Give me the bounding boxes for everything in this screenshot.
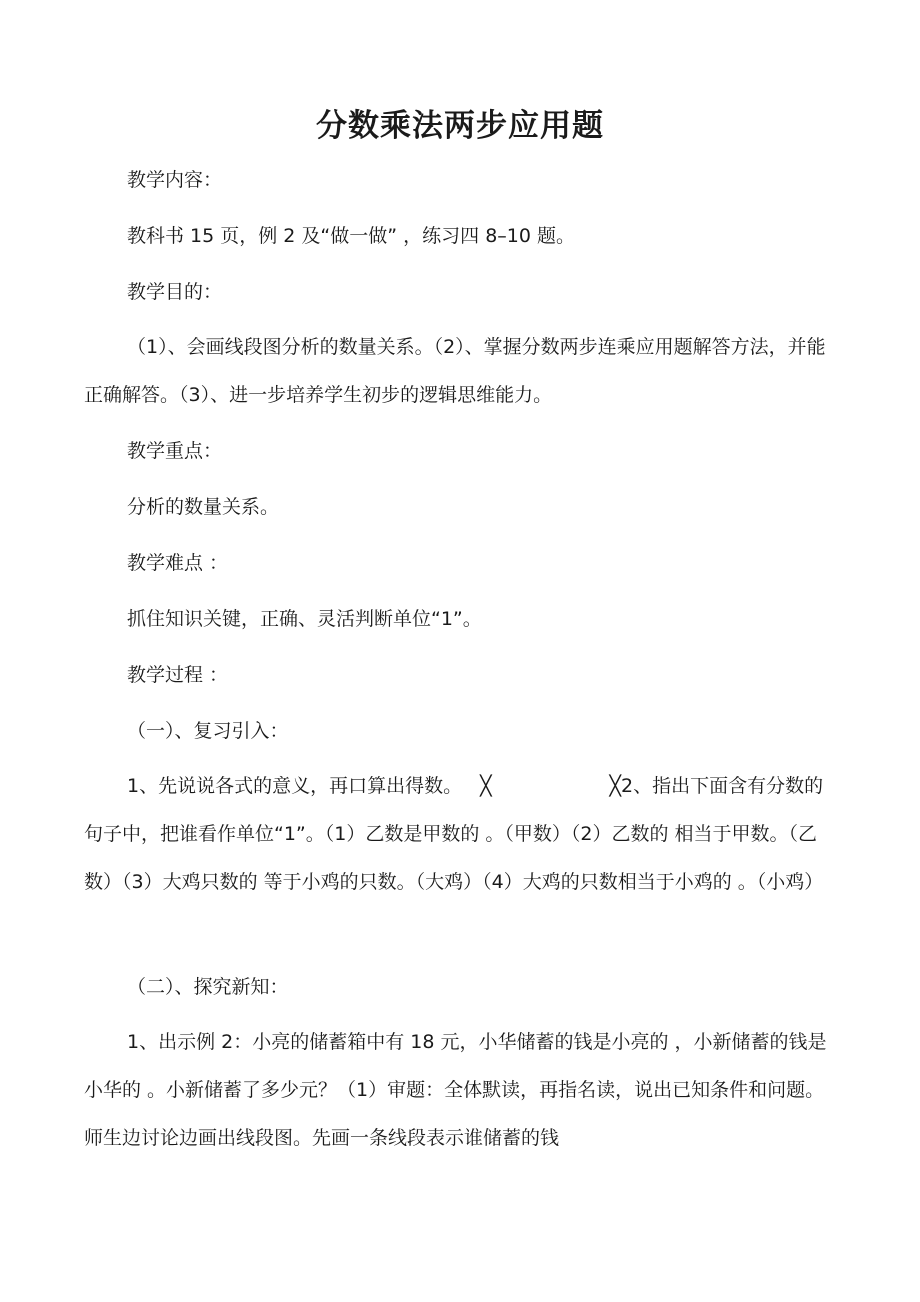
- cross-mark-left: ╳: [480, 775, 492, 797]
- goal-text: （1）、会画线段图分析的数量关系。（2）、掌握分数两步连乘应用题解答方法，并能正确解答。（3）、进一步培养学生初步的逻辑思维能力。: [84, 336, 826, 406]
- goal-label: 教学目的：: [127, 281, 223, 303]
- difficult-text: 抓住知识关键，正确、灵活判断单位“1”。: [127, 608, 482, 630]
- review-text-a: 1、先说说各式的意义，再口算出得数。: [127, 775, 463, 797]
- key-label: 教学重点：: [127, 440, 223, 462]
- content-text: 教科书 15 页，例 2 及“做一做” ，练习四 8–10 题。: [127, 225, 575, 247]
- explore-paragraph: [84, 1018, 828, 1162]
- document-title: 分数乘法两步应用题: [316, 108, 604, 144]
- review-text-b: 2、指出下面含有分数的句子中，把谁看作单位“1”。（1）乙数是甲数的 。（甲数）（2）乙数的 相当于甲数。（乙数）（3）大鸡只数的 等于小鸡的只数。（大鸡）（4）大鸡的只数相当于小鸡的 。（小鸡）: [84, 775, 824, 893]
- content-label: 教学内容：: [127, 169, 223, 191]
- cross-mark-right: ╳: [609, 775, 621, 797]
- difficult-label: 教学难点 ：: [127, 552, 229, 574]
- section-heading-explore: （二）、探究新知：: [127, 976, 289, 998]
- review-paragraph: [84, 762, 828, 906]
- explore-text: 1、出示例 2：小亮的储蓄箱中有 18 元，小华储蓄的钱是小亮的 ，小新储蓄的钱是小华的 。小新储蓄了多少元？（1）审题：全体默读，再指名读，说出已知条件和问题。师生边讨论边画出线段图。先画一条线段表示谁储蓄的钱: [84, 1031, 827, 1149]
- key-text: 分析的数量关系。: [127, 496, 280, 518]
- goal-paragraph: [84, 323, 828, 419]
- process-label: 教学过程 ：: [127, 664, 229, 686]
- section-heading-review: （一）、复习引入：: [127, 720, 289, 742]
